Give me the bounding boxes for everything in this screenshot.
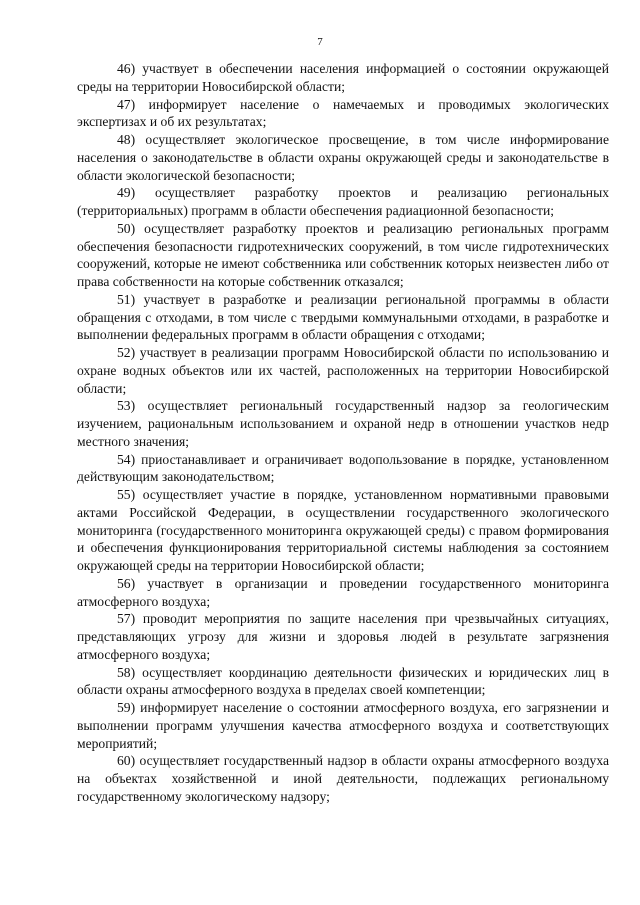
list-item-50: 50) осуществляет разработку проектов и реализацию региональных программ обеспечения безопасности гидротехнических сооружений, в том числе гидротехнических сооружений, которые не имеют собственника или собственник которых неизвестен либо от права собственности на которые собственник отказался; [77,220,609,289]
list-item-56: 56) участвует в организации и проведении государственного мониторинга атмосферного воздуха; [77,575,609,609]
list-item-55: 55) осуществляет участие в порядке, установленном нормативными правовыми актами Российской Федерации, в осуществлении государственного экологического мониторинга (государственного мониторинга окружающей среды) с правом формирования и обеспечения функционирования территориальной системы наблюдения за состоянием окружающей среды на территории Новосибирской области; [77,487,609,573]
list-item-58: 58) осуществляет координацию деятельности физических и юридических лиц в области охраны атмосферного воздуха в пределах своей компетенции; [77,664,609,698]
list-item-53: 53) осуществляет региональный государственный надзор за геологическим изучением, рациональным использованием и охраной недр в отношении участков недр местного значения; [77,398,609,449]
list-item-60: 60) осуществляет государственный надзор в области охраны атмосферного воздуха на объектах хозяйственной и иной деятельности, подлежащих региональному государственному экологическому надзору; [77,753,609,804]
list-item-48: 48) осуществляет экологическое просвещение, в том числе информирование населения о законодательстве в области охраны окружающей среды и законодательстве в области экологической безопасности; [77,132,609,183]
page-number: 7 [317,36,323,48]
list-item-52: 52) участвует в реализации программ Новосибирской области по использованию и охране водных объектов или их частей, расположенных на территории Новосибирской области; [77,345,609,396]
list-item-47: 47) информирует население о намечаемых и проводимых экологических экспертизах и об их результатах; [77,96,609,130]
list-item-51: 51) участвует в разработке и реализации региональной программы в области обращения с отходами, в том числе с твердыми коммунальными отходами, в разработке и выполнении федеральных программ в области обращения с отходами; [77,291,609,343]
document-body [77,60,609,806]
list-item-59: 59) информирует население о состоянии атмосферного воздуха, его загрязнении и выполнении программ улучшения качества атмосферного воздуха и соответствующих мероприятий; [77,700,609,751]
list-item-54: 54) приостанавливает и ограничивает водопользование в порядке, установленном действующим законодательством; [77,451,609,485]
list-item-57: 57) проводит мероприятия по защите населения при чрезвычайных ситуациях, представляющих угрозу для жизни и здоровья людей в результате загрязнения атмосферного воздуха; [77,611,609,662]
list-item-46: 46) участвует в обеспечении населения информацией о состоянии окружающей среды на территории Новосибирской области; [77,61,609,94]
list-item-49: 49) осуществляет разработку проектов и реализацию региональных (территориальных) программ в области обеспечения радиационной безопасности; [77,185,609,218]
